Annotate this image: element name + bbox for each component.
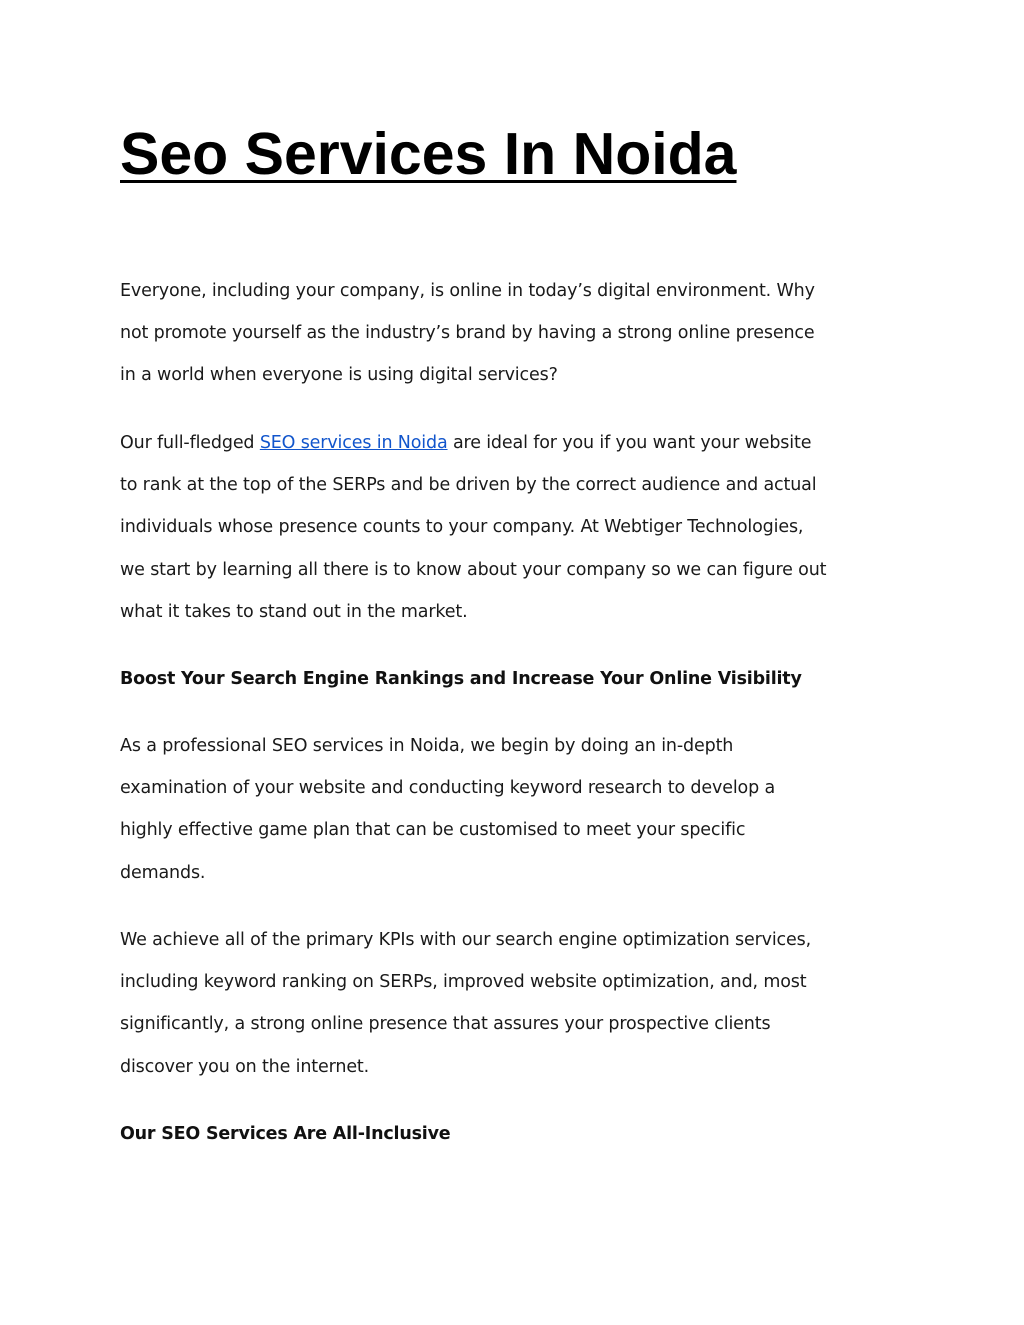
paragraph-text: are ideal for you if you want your website [447,433,812,453]
paragraph-kpis [120,919,910,1088]
paragraph-line: highly effective game plan that can be customised to meet your specific [120,820,746,841]
paragraph-line: not promote yourself as the industry’s brand by having a strong online presence [120,323,815,344]
paragraph-intro [120,270,910,397]
paragraph-line: We achieve all of the primary KPIs with our search engine optimization services, [120,930,811,950]
paragraph-line: As a professional SEO services in Noida, we begin by doing an in-depth [120,736,734,756]
paragraph-line: Everyone, including your company, is online in today’s digital environment. Why [120,281,815,301]
paragraph-line: what it takes to stand out in the market. [120,601,468,622]
paragraph-line: significantly, a strong online presence that assures your prospective clients [120,1014,771,1035]
paragraph-text: Our full-fledged [120,433,260,453]
paragraph-line: examination of your website and conducting keyword research to develop a [120,778,776,799]
page-title: Seo Services In Noida [120,121,737,187]
paragraph-line: demands. [120,862,206,883]
section-heading-boost-rankings: Boost Your Search Engine Rankings and Increase Your Online Visibility [120,669,802,689]
paragraph-line: individuals whose presence counts to your company. At Webtiger Technologies, [120,517,804,538]
paragraph-line: to rank at the top of the SERPs and be driven by the correct audience and actual [120,475,817,496]
paragraph-professional-seo [120,725,910,894]
paragraph-line: including keyword ranking on SERPs, improved website optimization, and, most [120,972,807,993]
section-heading-all-inclusive: Our SEO Services Are All-Inclusive [120,1124,451,1144]
seo-services-link[interactable]: SEO services in Noida [259,433,448,453]
paragraph-line: we start by learning all there is to know about your company so we can figure out [120,559,827,580]
paragraph-services [120,422,910,633]
paragraph-line [120,422,910,464]
paragraph-line: in a world when everyone is using digital services? [120,365,558,386]
paragraph-line: discover you on the internet. [120,1056,370,1077]
